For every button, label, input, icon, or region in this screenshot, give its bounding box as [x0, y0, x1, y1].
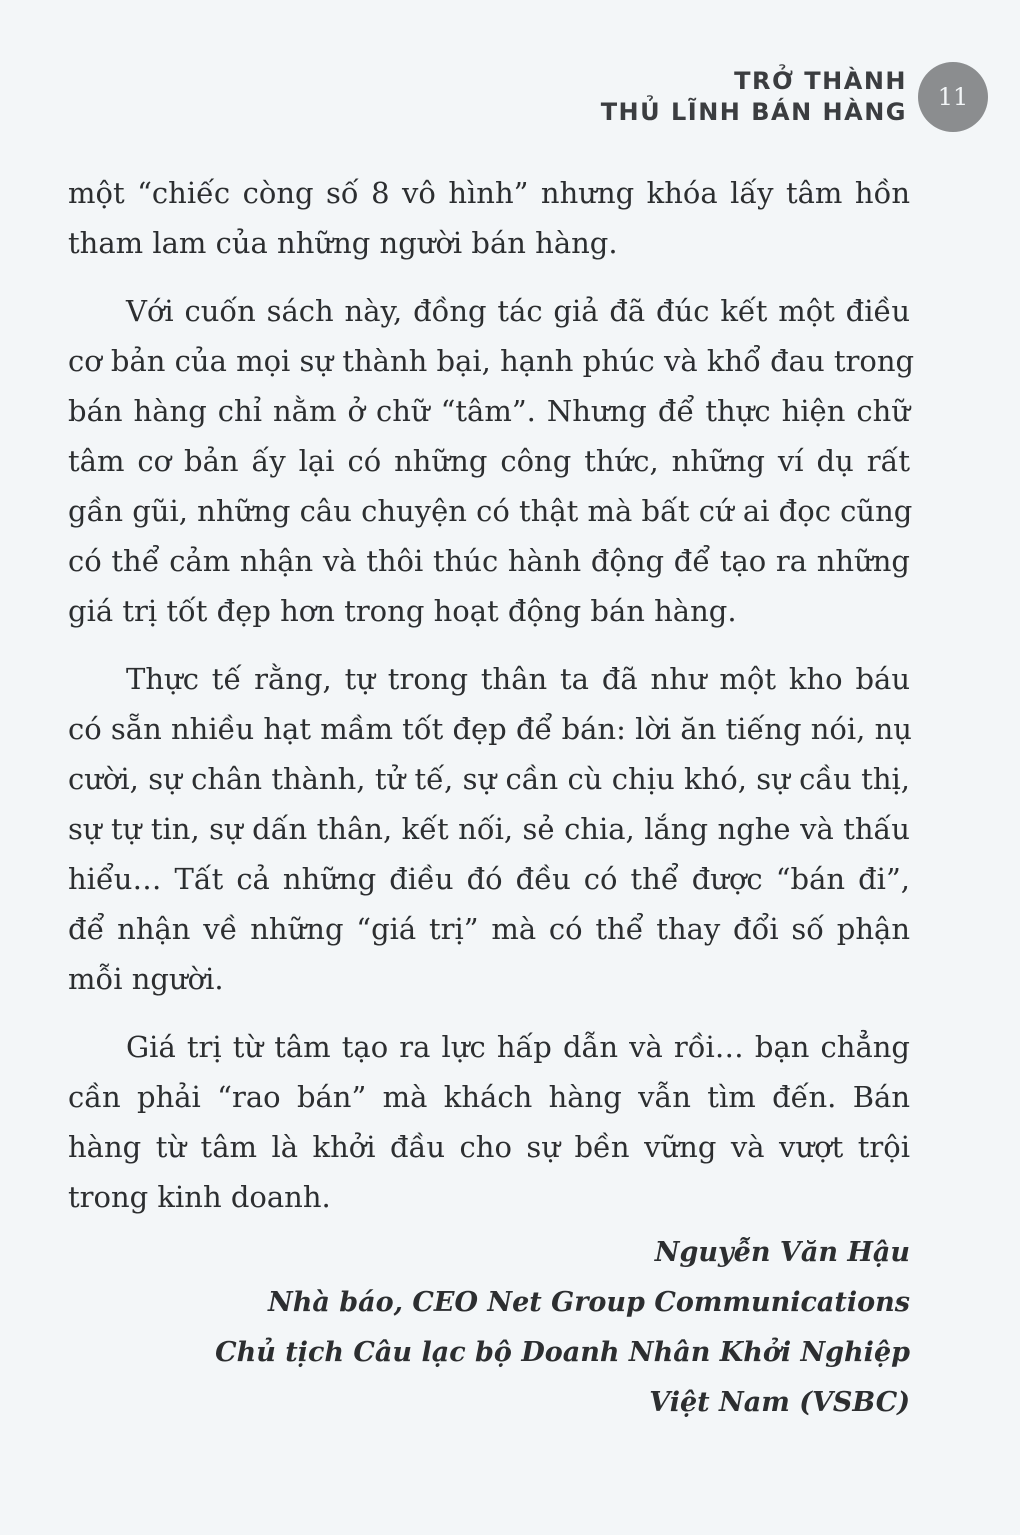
- running-head-line-2: THỦ LĨNH BÁN HÀNG: [600, 98, 907, 126]
- text-line: Với cuốn sách này, đồng tác giả đã đúc kết một điều: [126, 294, 910, 328]
- text-line: gần gũi, những câu chuyện có thật mà bất cứ ai đọc cũng: [68, 494, 913, 528]
- text-line: bán hàng chỉ nằm ở chữ “tâm”. Nhưng để thực hiện chữ: [68, 394, 910, 428]
- text-line: tham lam của những người bán hàng.: [68, 226, 618, 260]
- running-head: [601, 66, 907, 128]
- text-line: một “chiếc còng số 8 vô hình” nhưng khóa lấy tâm hồn: [68, 176, 910, 210]
- text-line: có thể cảm nhận và thôi thúc hành động để tạo ra những: [68, 544, 910, 578]
- text-line: Thực tế rằng, tự trong thân ta đã như một kho báu: [126, 662, 910, 696]
- text-line: trong kinh doanh.: [68, 1180, 331, 1214]
- text-line: cơ bản của mọi sự thành bại, hạnh phúc và khổ đau trong: [68, 344, 915, 378]
- page-number: 11: [918, 62, 988, 132]
- text-line: hiểu… Tất cả những điều đó đều có thể được “bán đi”,: [68, 862, 910, 896]
- author-title-3: Việt Nam (VSBC): [649, 1387, 910, 1418]
- text-line: sự tự tin, sự dấn thân, kết nối, sẻ chia, lắng nghe và thấu: [68, 812, 910, 846]
- text-line: cười, sự chân thành, tử tế, sự cần cù chịu khó, sự cầu thị,: [68, 762, 910, 796]
- body-text: [68, 168, 915, 1240]
- text-line: mỗi người.: [68, 962, 224, 996]
- paragraph-4: [68, 1022, 910, 1222]
- text-line: để nhận về những “giá trị” mà có thể thay đổi số phận: [68, 912, 910, 946]
- text-line: tâm cơ bản ấy lại có những công thức, những ví dụ rất: [68, 444, 910, 478]
- author-title-1: Nhà báo, CEO Net Group Communications: [268, 1287, 910, 1318]
- signature-block: [215, 1228, 910, 1428]
- text-line: giá trị tốt đẹp hơn trong hoạt động bán hàng.: [68, 594, 737, 628]
- paragraph-1: [68, 168, 910, 268]
- text-line: cần phải “rao bán” mà khách hàng vẫn tìm đến. Bán: [68, 1080, 910, 1114]
- paragraph-3: [68, 654, 910, 1004]
- author-name: Nguyễn Văn Hậu: [654, 1237, 910, 1268]
- paragraph-2: [68, 286, 915, 636]
- author-title-2: Chủ tịch Câu lạc bộ Doanh Nhân Khởi Nghiệp: [215, 1337, 910, 1368]
- text-line: hàng từ tâm là khởi đầu cho sự bền vững và vượt trội: [68, 1130, 910, 1164]
- running-head-line-1: TRỞ THÀNH: [734, 67, 907, 95]
- text-line: có sẵn nhiều hạt mầm tốt đẹp để bán: lời ăn tiếng nói, nụ: [68, 712, 912, 746]
- text-line: Giá trị từ tâm tạo ra lực hấp dẫn và rồi… bạn chẳng: [126, 1030, 910, 1064]
